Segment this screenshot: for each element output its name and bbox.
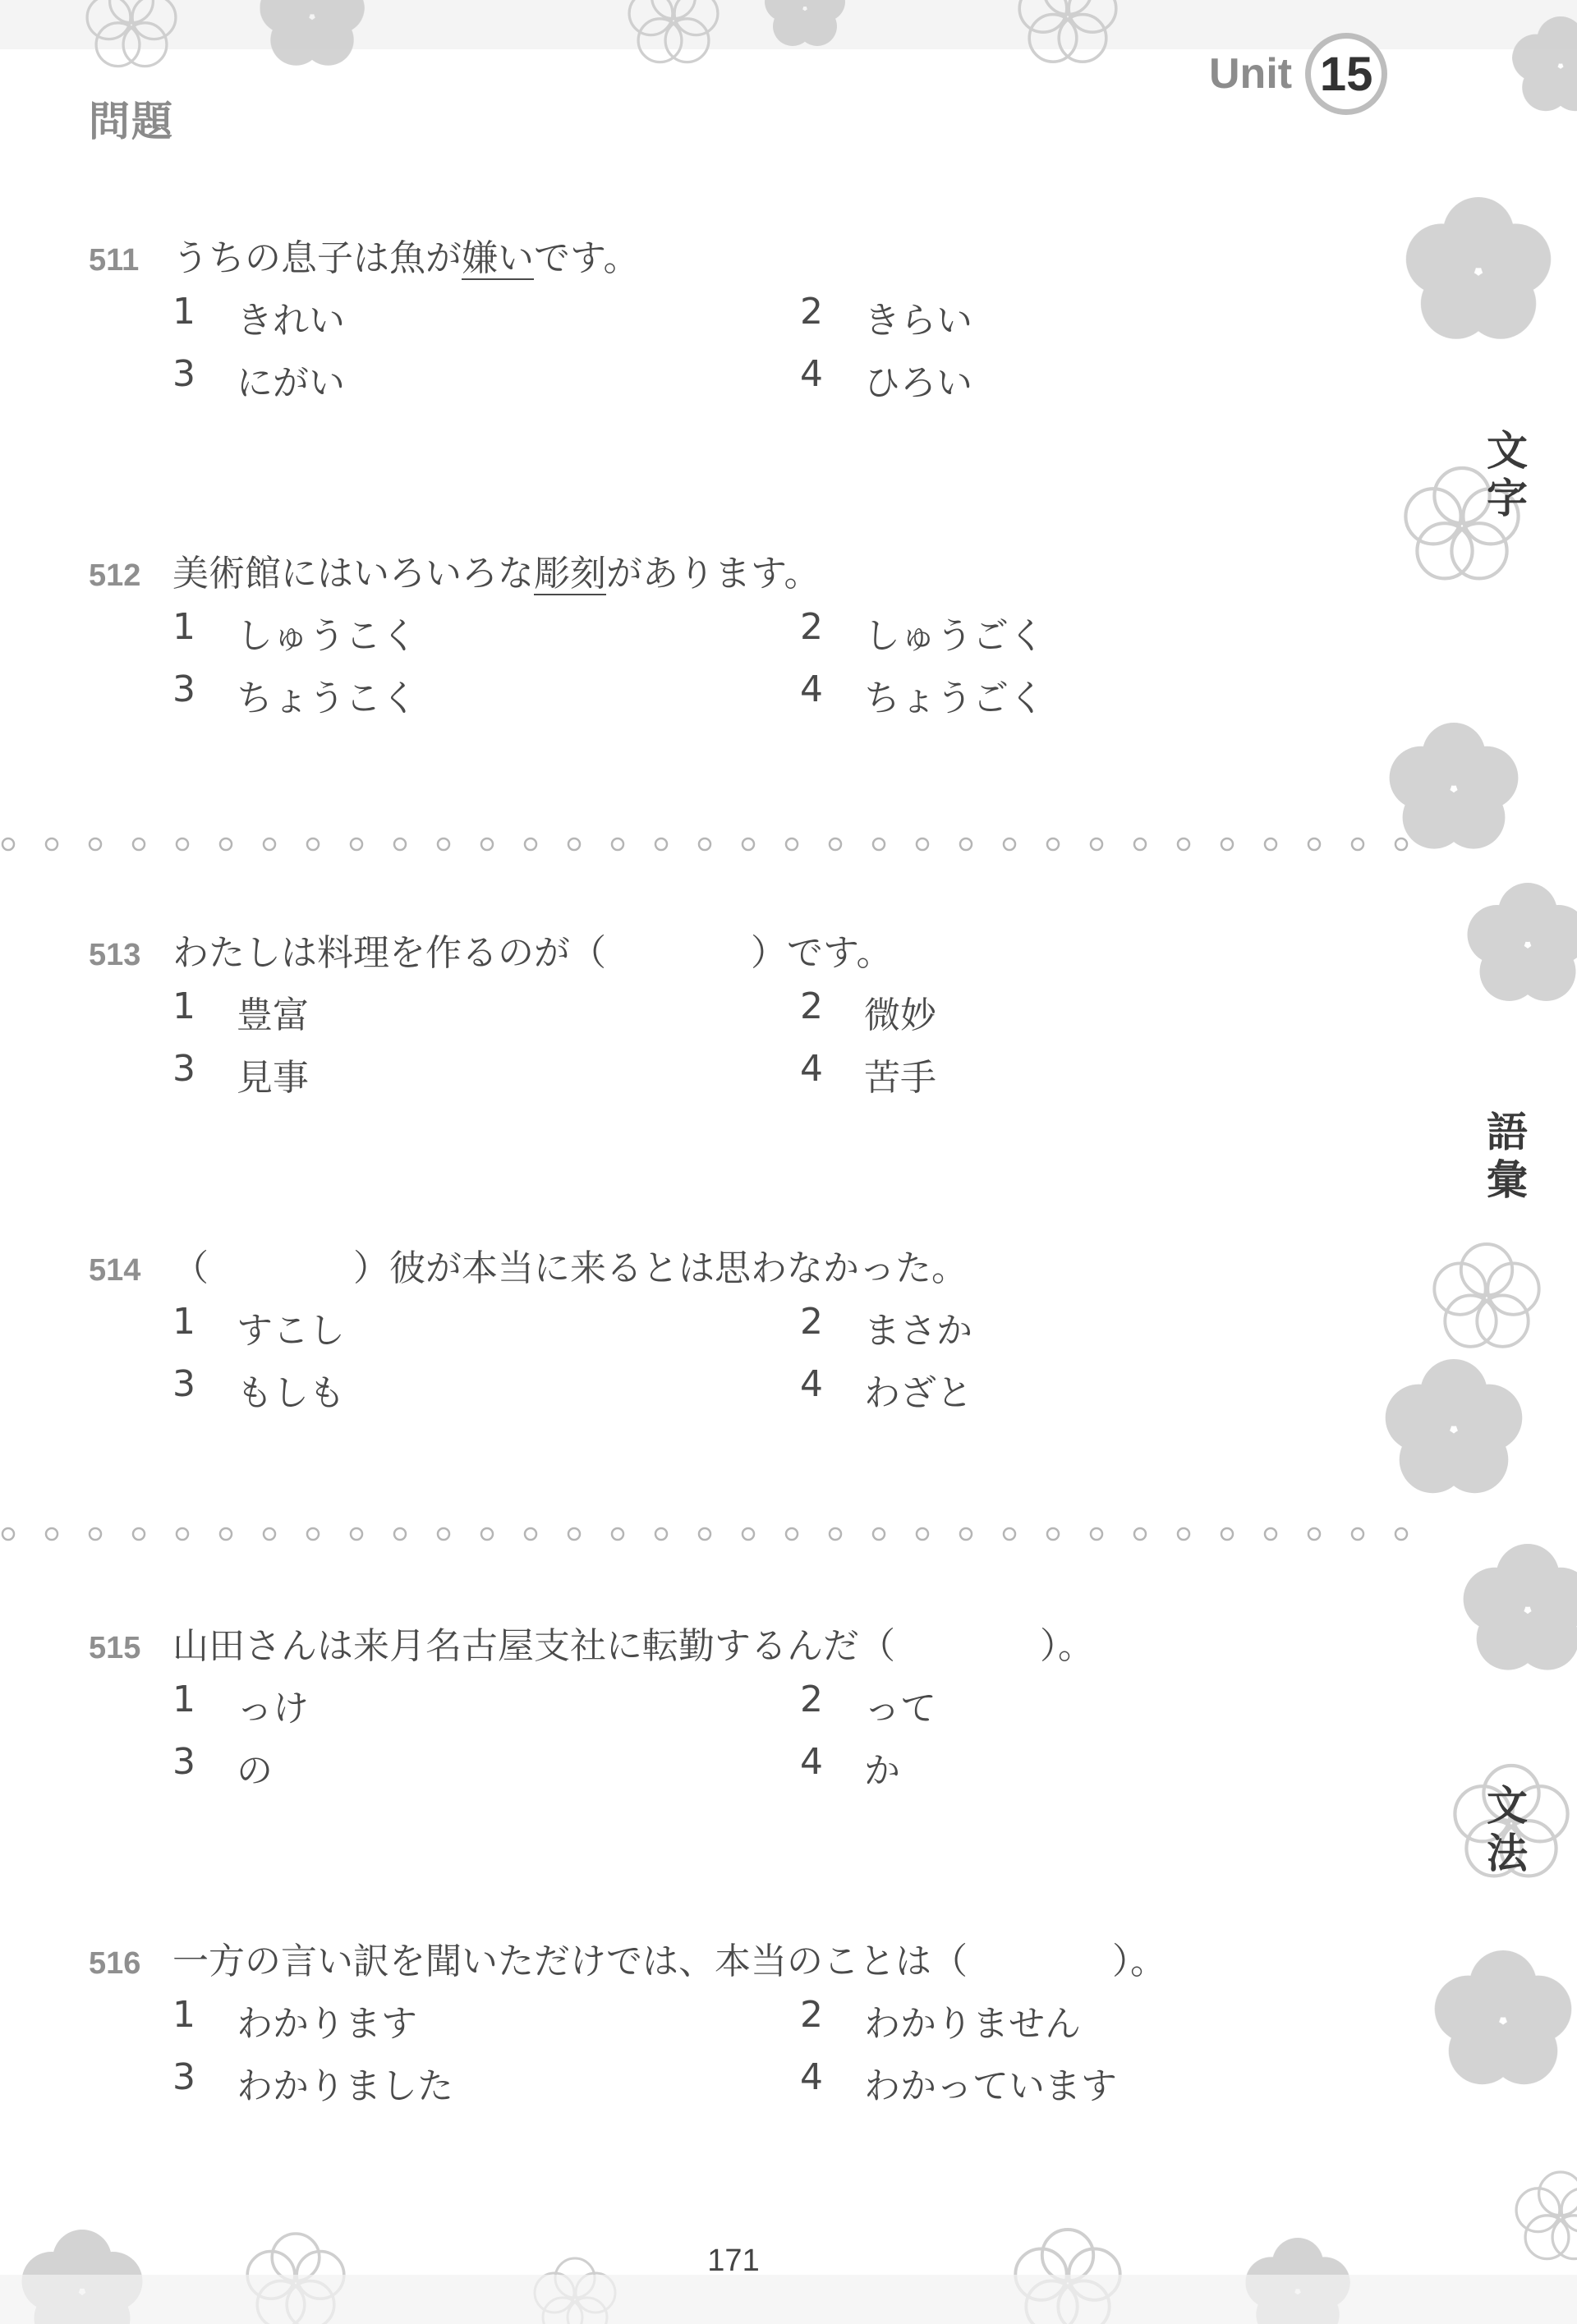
question-text: 山田さんは来月名古屋支社に転勤するんだ（ ）。 (172, 1625, 1094, 1667)
dotted-divider (0, 1526, 1429, 1542)
divider-dot (743, 1528, 754, 1540)
divider-dot (612, 838, 623, 850)
divider-dot (264, 1528, 275, 1540)
divider-dot (786, 838, 798, 850)
divider-dot (568, 838, 580, 850)
option-3[interactable]: 3 わかりました (172, 2056, 453, 2107)
side-tab-moji (1478, 427, 1536, 522)
divider-dot (2, 838, 14, 850)
divider-dot (1134, 1528, 1146, 1540)
divider-dot (917, 1528, 928, 1540)
question-516 (89, 1931, 1436, 2120)
option-1[interactable]: 1 しゅうこく (172, 606, 417, 657)
divider-dot (177, 1528, 188, 1540)
question-number: 514 (89, 1253, 141, 1288)
divider-dot (481, 838, 493, 850)
divider-dot (307, 838, 319, 850)
option-2[interactable]: 2 きらい (800, 291, 972, 342)
option-list (89, 1679, 1436, 1805)
divider-dot (960, 838, 972, 850)
divider-dot (1178, 1528, 1189, 1540)
side-tab-char: 彙 (1487, 1156, 1528, 1204)
divider-dot (1265, 838, 1276, 850)
option-list (89, 1994, 1436, 2120)
option-1[interactable]: 1 わかります (172, 1994, 417, 2045)
option-4[interactable]: 4 ちょうごく (800, 668, 1045, 719)
option-4[interactable]: 4 わかっています (800, 2056, 1117, 2107)
question-512 (89, 544, 1436, 733)
divider-dot (1004, 838, 1015, 850)
question-stem (89, 228, 1436, 278)
question-number: 512 (89, 558, 141, 593)
divider-dot (46, 1528, 57, 1540)
question-text: （ ）彼が本当に来るとは思わなかった。 (172, 1247, 968, 1289)
divider-dot (1091, 1528, 1102, 1540)
question-text-after: があります。 (606, 553, 821, 595)
question-515 (89, 1616, 1436, 1805)
option-list (89, 606, 1436, 733)
divider-dot (1308, 1528, 1320, 1540)
section-title: 問題 (89, 98, 174, 145)
divider-dot (873, 1528, 885, 1540)
divider-dot (525, 838, 536, 850)
option-4[interactable]: 4 わざと (800, 1363, 972, 1414)
option-1[interactable]: 1 豊富 (172, 985, 309, 1036)
page-number: 171 (707, 2244, 760, 2278)
divider-dot (438, 1528, 449, 1540)
divider-dot (90, 838, 101, 850)
divider-dot (2, 1528, 14, 1540)
side-tab-char: 法 (1487, 1830, 1528, 1877)
divider-dot (525, 1528, 536, 1540)
divider-dot (699, 838, 710, 850)
question-stem (89, 1616, 1436, 1665)
divider-dot (351, 1528, 362, 1540)
option-list (89, 291, 1436, 417)
divider-dot (830, 838, 841, 850)
unit-number-badge: 15 (1305, 33, 1387, 115)
divider-dot (1047, 1528, 1059, 1540)
divider-dot (1004, 1528, 1015, 1540)
option-2[interactable]: 2 微妙 (800, 985, 936, 1036)
divider-dot (90, 1528, 101, 1540)
option-3[interactable]: 3 の (172, 1741, 273, 1792)
side-tab-char: 字 (1487, 475, 1528, 522)
divider-dot (786, 1528, 798, 1540)
question-text-underlined: 彫刻 (534, 553, 606, 595)
question-stem (89, 544, 1436, 593)
divider-dot (220, 838, 232, 850)
question-number: 515 (89, 1631, 141, 1665)
divider-dot (394, 1528, 406, 1540)
divider-dot (351, 838, 362, 850)
divider-dot (1134, 838, 1146, 850)
option-3[interactable]: 3 ちょうこく (172, 668, 417, 719)
divider-dot (1352, 1528, 1363, 1540)
side-tab-char: 文 (1487, 427, 1528, 475)
divider-dot (917, 838, 928, 850)
divider-dot (481, 1528, 493, 1540)
divider-dot (264, 838, 275, 850)
divider-dot (307, 1528, 319, 1540)
question-text: わたしは料理を作るのが（ ）です。 (172, 932, 893, 974)
divider-dot (612, 1528, 623, 1540)
question-text: 一方の言い訳を聞いただけでは、本当のことは（ ）。 (172, 1940, 1166, 1982)
question-text-after: です。 (534, 237, 640, 279)
option-list (89, 985, 1436, 1112)
divider-dot (133, 838, 145, 850)
option-1[interactable]: 1 きれい (172, 291, 345, 342)
divider-dot (568, 1528, 580, 1540)
divider-dot (46, 838, 57, 850)
question-text-before: 美術館にはいろいろな (172, 553, 534, 595)
divider-dot (1395, 838, 1407, 850)
side-tab-bunpo (1478, 1782, 1536, 1877)
divider-dot (438, 838, 449, 850)
divider-dot (1308, 838, 1320, 850)
option-list (89, 1301, 1436, 1427)
option-1[interactable]: 1 すこし (172, 1301, 345, 1352)
question-511 (89, 228, 1436, 417)
option-2[interactable]: 2 って (800, 1679, 936, 1729)
divider-dot (1047, 838, 1059, 850)
unit-label: Unit (1209, 50, 1293, 98)
divider-dot (133, 1528, 145, 1540)
question-stem (89, 1931, 1436, 1981)
divider-dot (1395, 1528, 1407, 1540)
option-1[interactable]: 1 っけ (172, 1679, 309, 1729)
question-text-before: うちの息子は魚が (172, 237, 462, 279)
divider-dot (655, 1528, 667, 1540)
divider-dot (960, 1528, 972, 1540)
divider-dot (1178, 838, 1189, 850)
dotted-divider (0, 836, 1429, 852)
side-tab-char: 語 (1487, 1109, 1528, 1156)
divider-dot (830, 1528, 841, 1540)
option-4[interactable]: 4 苦手 (800, 1048, 936, 1099)
divider-dot (177, 838, 188, 850)
question-number: 513 (89, 938, 141, 972)
option-3[interactable]: 3 にがい (172, 353, 345, 404)
divider-dot (394, 838, 406, 850)
option-4[interactable]: 4 か (800, 1741, 900, 1792)
option-2[interactable]: 2 しゅうごく (800, 606, 1045, 657)
divider-dot (699, 1528, 710, 1540)
divider-dot (1352, 838, 1363, 850)
question-stem (89, 923, 1436, 972)
side-tab-goi (1478, 1109, 1536, 1204)
side-tab-char: 文 (1487, 1782, 1528, 1830)
question-514 (89, 1238, 1436, 1427)
question-text-underlined: 嫌い (462, 237, 534, 279)
option-3[interactable]: 3 見事 (172, 1048, 309, 1099)
question-number: 511 (89, 243, 140, 278)
option-4[interactable]: 4 ひろい (800, 353, 972, 404)
unit-indicator (1209, 33, 1387, 115)
question-stem (89, 1238, 1436, 1288)
option-2[interactable]: 2 まさか (800, 1301, 972, 1352)
divider-dot (220, 1528, 232, 1540)
divider-dot (1091, 838, 1102, 850)
divider-dot (655, 838, 667, 850)
divider-dot (1265, 1528, 1276, 1540)
option-2[interactable]: 2 わかりません (800, 1994, 1081, 2045)
question-number: 516 (89, 1946, 141, 1981)
question-513 (89, 923, 1436, 1112)
option-3[interactable]: 3 もしも (172, 1363, 345, 1414)
divider-dot (1221, 838, 1233, 850)
divider-dot (873, 838, 885, 850)
divider-dot (743, 838, 754, 850)
divider-dot (1221, 1528, 1233, 1540)
